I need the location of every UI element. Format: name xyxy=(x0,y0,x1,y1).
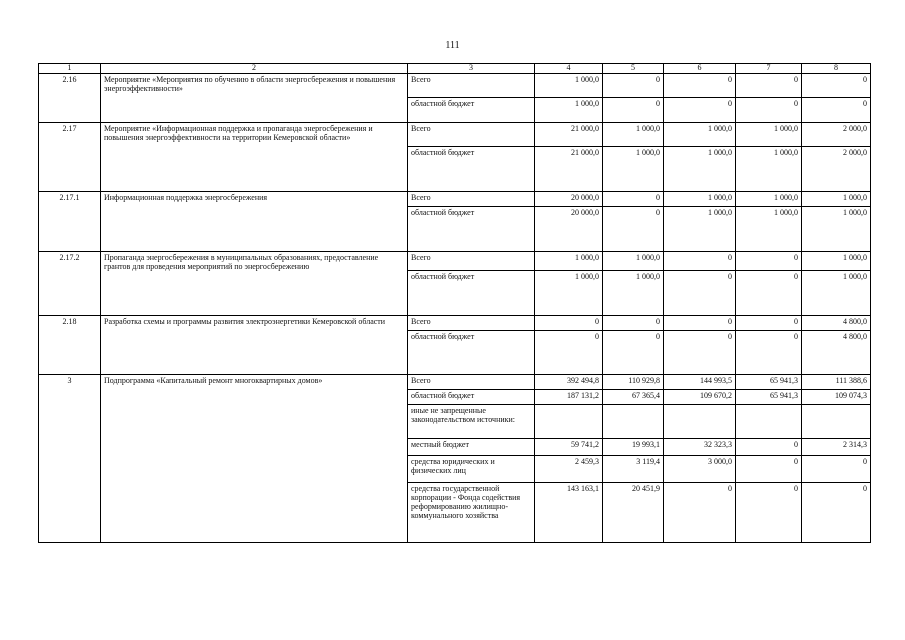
amount-cell: 20 451,9 xyxy=(603,483,664,543)
amount-cell: 2 000,0 xyxy=(802,147,871,192)
row-code: 2.17.1 xyxy=(39,192,101,252)
amount-cell xyxy=(603,405,664,439)
amount-cell: 1 000,0 xyxy=(603,271,664,316)
amount-cell: 1 000,0 xyxy=(736,147,802,192)
column-number: 2 xyxy=(101,64,408,74)
amount-cell: 1 000,0 xyxy=(603,123,664,147)
amount-cell: 1 000,0 xyxy=(535,271,603,316)
funding-source-label: областной бюджет xyxy=(408,390,535,405)
amount-cell: 0 xyxy=(603,331,664,375)
amount-cell: 0 xyxy=(736,271,802,316)
amount-cell: 0 xyxy=(535,331,603,375)
table-row xyxy=(39,252,871,271)
amount-cell: 0 xyxy=(535,316,603,331)
amount-cell: 0 xyxy=(664,483,736,543)
amount-cell: 0 xyxy=(603,207,664,252)
amount-cell: 3 000,0 xyxy=(664,456,736,483)
amount-cell: 21 000,0 xyxy=(535,147,603,192)
table-row xyxy=(39,74,871,98)
amount-cell: 4 800,0 xyxy=(802,331,871,375)
row-code: 2.17 xyxy=(39,123,101,192)
row-code: 2.17.2 xyxy=(39,252,101,316)
amount-cell: 109 074,3 xyxy=(802,390,871,405)
amount-cell: 1 000,0 xyxy=(664,192,736,207)
funding-source-label: средства юридических и физических лиц xyxy=(408,456,535,483)
amount-cell: 1 000,0 xyxy=(802,271,871,316)
amount-cell: 0 xyxy=(802,74,871,98)
row-name: Мероприятие «Мероприятия по обучению в области энергосбережения и повышения энергоэффективности» xyxy=(101,74,408,123)
amount-cell xyxy=(802,405,871,439)
funding-source-label: средства государственной корпорации - Фонда содействия реформированию жилищно-коммунального хозяйства xyxy=(408,483,535,543)
column-number: 8 xyxy=(802,64,871,74)
amount-cell: 392 494,8 xyxy=(535,375,603,390)
column-number: 4 xyxy=(535,64,603,74)
amount-cell: 1 000,0 xyxy=(535,252,603,271)
amount-cell: 0 xyxy=(736,316,802,331)
amount-cell: 143 163,1 xyxy=(535,483,603,543)
funding-source-label: Всего xyxy=(408,252,535,271)
row-code: 3 xyxy=(39,375,101,543)
row-code: 2.16 xyxy=(39,74,101,123)
amount-cell: 0 xyxy=(664,331,736,375)
amount-cell: 109 670,2 xyxy=(664,390,736,405)
table-row xyxy=(39,123,871,147)
amount-cell: 1 000,0 xyxy=(802,192,871,207)
amount-cell: 1 000,0 xyxy=(736,192,802,207)
amount-cell: 1 000,0 xyxy=(736,123,802,147)
amount-cell: 1 000,0 xyxy=(802,207,871,252)
column-number-row xyxy=(39,64,871,74)
funding-source-label: Всего xyxy=(408,123,535,147)
funding-source-label: Всего xyxy=(408,192,535,207)
amount-cell: 1 000,0 xyxy=(535,98,603,123)
amount-cell xyxy=(664,405,736,439)
amount-cell: 1 000,0 xyxy=(802,252,871,271)
funding-source-label: областной бюджет xyxy=(408,147,535,192)
funding-source-label: Всего xyxy=(408,74,535,98)
amount-cell: 111 388,6 xyxy=(802,375,871,390)
row-name: Подпрограмма «Капитальный ремонт многоквартирных домов» xyxy=(101,375,408,543)
amount-cell: 187 131,2 xyxy=(535,390,603,405)
table-row xyxy=(39,375,871,390)
amount-cell: 1 000,0 xyxy=(603,147,664,192)
funding-source-label: областной бюджет xyxy=(408,331,535,375)
row-name: Разработка схемы и программы развития электроэнергетики Кемеровской области xyxy=(101,316,408,375)
amount-cell: 1 000,0 xyxy=(664,123,736,147)
amount-cell: 1 000,0 xyxy=(736,207,802,252)
amount-cell: 1 000,0 xyxy=(603,252,664,271)
budget-table xyxy=(38,63,871,543)
table-row xyxy=(39,192,871,207)
amount-cell: 0 xyxy=(664,316,736,331)
column-number: 1 xyxy=(39,64,101,74)
amount-cell: 0 xyxy=(736,98,802,123)
amount-cell: 0 xyxy=(664,252,736,271)
amount-cell: 110 929,8 xyxy=(603,375,664,390)
amount-cell: 0 xyxy=(603,74,664,98)
amount-cell: 67 365,4 xyxy=(603,390,664,405)
amount-cell: 2 459,3 xyxy=(535,456,603,483)
amount-cell: 0 xyxy=(736,483,802,543)
amount-cell: 65 941,3 xyxy=(736,375,802,390)
amount-cell: 0 xyxy=(664,98,736,123)
column-number: 5 xyxy=(603,64,664,74)
row-name: Мероприятие «Информационная поддержка и пропаганда энергосбережения и повышения энергоэффективности на территории Кемеровской области» xyxy=(101,123,408,192)
column-number: 3 xyxy=(408,64,535,74)
amount-cell: 21 000,0 xyxy=(535,123,603,147)
funding-source-label: областной бюджет xyxy=(408,98,535,123)
amount-cell: 0 xyxy=(802,483,871,543)
funding-source-label: Всего xyxy=(408,316,535,331)
amount-cell: 4 800,0 xyxy=(802,316,871,331)
amount-cell: 0 xyxy=(736,439,802,456)
amount-cell: 1 000,0 xyxy=(664,207,736,252)
funding-source-label: областной бюджет xyxy=(408,271,535,316)
amount-cell: 0 xyxy=(603,98,664,123)
amount-cell: 1 000,0 xyxy=(535,74,603,98)
funding-source-label: областной бюджет xyxy=(408,207,535,252)
amount-cell: 32 323,3 xyxy=(664,439,736,456)
amount-cell: 20 000,0 xyxy=(535,207,603,252)
amount-cell: 0 xyxy=(664,74,736,98)
amount-cell: 1 000,0 xyxy=(664,147,736,192)
column-number: 6 xyxy=(664,64,736,74)
amount-cell xyxy=(535,405,603,439)
amount-cell: 0 xyxy=(603,316,664,331)
funding-source-label: местный бюджет xyxy=(408,439,535,456)
row-code: 2.18 xyxy=(39,316,101,375)
row-name: Информационная поддержка энергосбережения xyxy=(101,192,408,252)
funding-source-label: иные не запрещенные законодательством источники: xyxy=(408,405,535,439)
amount-cell: 2 314,3 xyxy=(802,439,871,456)
amount-cell: 3 119,4 xyxy=(603,456,664,483)
amount-cell: 0 xyxy=(603,192,664,207)
funding-source-label: Всего xyxy=(408,375,535,390)
amount-cell: 20 000,0 xyxy=(535,192,603,207)
amount-cell: 0 xyxy=(664,271,736,316)
amount-cell: 0 xyxy=(802,456,871,483)
amount-cell: 0 xyxy=(736,74,802,98)
amount-cell: 65 941,3 xyxy=(736,390,802,405)
row-name: Пропаганда энергосбережения в муниципальных образованиях, предоставление грантов для проведения мероприятий по энергосбережению xyxy=(101,252,408,316)
column-number: 7 xyxy=(736,64,802,74)
amount-cell: 0 xyxy=(736,252,802,271)
amount-cell: 144 993,5 xyxy=(664,375,736,390)
amount-cell: 2 000,0 xyxy=(802,123,871,147)
page-number: 111 xyxy=(445,40,460,51)
amount-cell: 19 993,1 xyxy=(603,439,664,456)
amount-cell: 0 xyxy=(736,331,802,375)
amount-cell: 59 741,2 xyxy=(535,439,603,456)
amount-cell: 0 xyxy=(736,456,802,483)
amount-cell: 0 xyxy=(802,98,871,123)
table-row xyxy=(39,316,871,331)
amount-cell xyxy=(736,405,802,439)
